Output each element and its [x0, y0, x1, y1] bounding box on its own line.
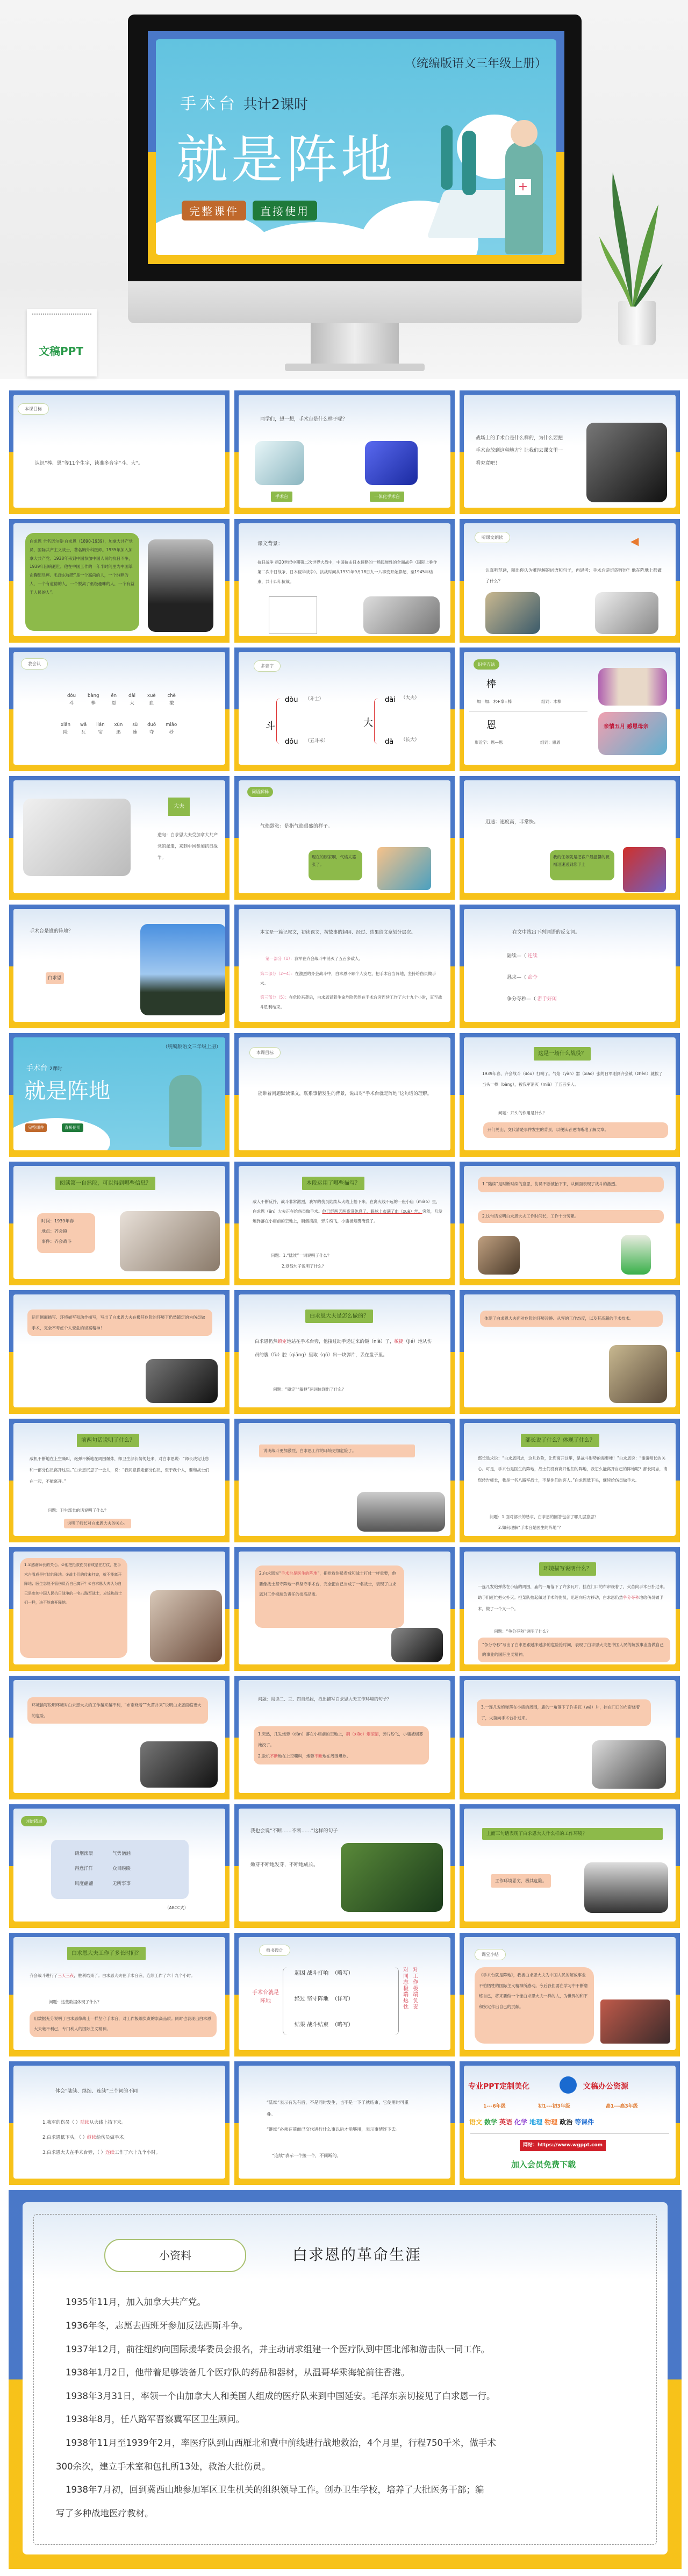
main-title: 就是阵地: [176, 130, 396, 190]
section-tag: 本课目标: [249, 1047, 281, 1058]
statue-photo: [595, 592, 658, 634]
cartoon-image: [377, 847, 431, 890]
slide-operating-table[interactable]: [234, 390, 455, 514]
slide-text: 战场上的手术台是什么样的，为什么要把手术台放到这种地方？让我们去课文里一看究竟吧！: [476, 436, 563, 466]
slide-summary[interactable]: 课堂小结 《手术台就是阵地》，我被白求恩大夫为中国人民的解放事业不怕牺牲的国际主义精神所感动。今后我们要在学习中不断磨练自己，将来要做一个像白求恩大夫一样的人，为世界的和平和安定作出自己的贡献。: [460, 1933, 680, 2056]
brand-logo-icon: [560, 2076, 577, 2094]
subject-list: 语文 数学 英语 化学 地理 物理 政治 等课件: [469, 2118, 594, 2126]
slide-word-difference[interactable]: 体会“陆续、继续、连续”三个词的不同 1.我军的伤员（ ）陆续从火线上抬下来。 2.白求恩低下头，（ ）继续给伤员做手术。 3.白求恩大夫在手术台旁，（ ）连续工作了六十九个小时。: [9, 2061, 230, 2185]
bethune-portrait: [148, 539, 213, 632]
speech-bubble: 现在的厨家啊，气焰太嚣张了。: [309, 850, 362, 880]
label-integrated-table: 一体化手术台: [370, 492, 404, 502]
slide-description[interactable]: 本段运用了哪些描写？ 敌人不断反扑，战斗非常激烈，我军的伤员陆续从火线上抬下来。在离火线不远的一座小庙（miào）里，白求恩（ēn）大夫正在给伤员做手术。他已经两天两夜没休息了，眼球上布满了血（xuè）丝。突然，几发炮弹落在小庙前的空地上，硝烟滚滚，弹片纷飞，小庙被烟雾淹没了。 问题：1.“陆续”一词说明了什么？ 2.划线句子说明了什么？: [234, 1162, 455, 1285]
painting-photo: [609, 1345, 667, 1403]
info-tag: 小资料: [104, 2239, 246, 2272]
word-card: 大夫: [168, 798, 190, 816]
painting-photo: [485, 592, 540, 634]
monitor-chin: [128, 281, 582, 323]
doctors-group-photo: [23, 799, 131, 876]
slide-lesson-goal-2[interactable]: 本课目标 能带着问题默读课文，联系事情发生的背景，说出对“手术台就是阵地”这句话的理解。: [234, 1033, 455, 1157]
slide-how-he-did[interactable]: 白求恩大夫是怎么做的？ 白求恩仍然镇定地站在手术台旁，他接过助手递过来的镊（niè）子，敏捷（jié）地从伤员的腹（fù）腔（qiāng）里取（qǔ）出一块弹片，丢在盘子里。 问题：“镇定”“敏捷”两词体现出了什么？: [234, 1290, 455, 1414]
divider: [470, 2133, 669, 2134]
monitor-stand: [311, 323, 399, 366]
word-box: 硝烟滚滚 气势汹汹 得意洋洋 众目睽睽 风度翩翩 无所事事: [51, 1840, 189, 1899]
full-courseware-button[interactable]: 完整课件: [25, 1123, 47, 1132]
slide-first-two[interactable]: 前两句话说明了什么？ 敌机不断地在上空嘶叫，炮弹不断地在周围爆炸，师卫生部长匆匆赶来，对白求恩说：“师长决定让您和一部分伤员离开这里。”白求恩沉思了一会儿，说：“我同意撤走部分伤员，至于我个人，要和战士们在一起，不能离开。” 问题：卫生部长的话说明了什么？ 说明了师长对白求恩大夫的关心。: [9, 1419, 230, 1542]
cover-slide: [148, 31, 564, 264]
slide-literacy-method[interactable]: 识字方法 棒 加一加：木+奉=棒 组词：木棒 恩 形近字：恩—思 组词：感恩 亲情五月 感恩母亲: [460, 647, 680, 771]
surgery-photo: [140, 1741, 218, 1788]
slide-battlefield-question[interactable]: [460, 390, 680, 514]
speech-bubble: 我的任务就是把客户最温馨的祝福迅速送到您手上: [550, 850, 614, 880]
section-tag: 多音字: [254, 660, 281, 672]
plant-icon: [599, 172, 664, 344]
brand-calendar: [27, 309, 97, 376]
section-tag: 识字方法: [474, 659, 499, 670]
surgery-photo: [146, 1359, 218, 1403]
soldiers-photo: [120, 1211, 220, 1271]
slide-answer-4[interactable]: 说明战斗更加激烈，白求恩工作的环境更加危险了。: [234, 1419, 455, 1542]
char-da: 大: [363, 717, 373, 729]
section-tag: 词语解释: [247, 787, 273, 797]
character-row-1: dòu 斗 bàng 棒 ēn 恩 dài 大 xuè 血 chè 撤: [67, 693, 176, 706]
slide-lesson-goal[interactable]: [9, 390, 230, 514]
slide-word-xunsu[interactable]: [460, 776, 680, 900]
slide-question: 同学们，想一想，手术台是什么样子呢？: [260, 417, 348, 422]
section-tag: 听课文朗读: [475, 532, 510, 543]
surgery-painting: [150, 1590, 222, 1662]
smoke-photo: [584, 1862, 668, 1913]
slide-find-sentences[interactable]: 问题：阅读二、三、四自然段，找出描写白求恩大夫工作环境的句子？ 1.突然，几发炮弹（dàn）落在小庙前的空地上，硝（xiāo）烟滚滚，弹片纷飞，小庙被烟雾淹没了。 2.敌机不断地在上空嘶叫，炮弹不断地在周围爆炸。: [234, 1676, 455, 1799]
slide-antonyms[interactable]: 在文中找出下列词语的反义词。 陆续—（ 连续 恳求—（ 命令 争分夺秒—（ 游手好闲: [460, 905, 680, 1028]
monitor-foot: [285, 364, 425, 371]
battlefield-surgery-photo: [586, 423, 667, 502]
section-tag: 本课目标: [18, 403, 49, 415]
slide-heading: 课文背景：: [257, 541, 283, 547]
bethune-photo: [391, 1628, 443, 1662]
brace-icon: [395, 1967, 399, 2035]
info-panel: 小资料 白求恩的革命生涯 1935年11月，加入加拿大共产党。 1936年冬，志愿去西班牙参加反法西斯斗争。 1937年12月，前往纽约向国际援华委员会报名，并主动请求组建一个医疗队到中国北部和游击队一同工作。 1938年1月2日，他带着足够装备几个医疗队的药品和器材，从温哥华乘海轮前往香港。 1938年3月31日，率领一个由加拿大人和美国人组成的医疗队来到中国延安。毛泽东亲切接见了白求恩一行。 1938年8月，任八路军晋察冀军区卫生顾问。 1938年11月至1939年2月，率医疗队到山西雁北和冀中前线进行战地救治，4个月里，行程750千米，做手术 300余次，建立手术室和包扎所13处，救治大批伤员。 1938年7月初，回到冀西山地参加军区卫生机关的组织领导工作。创办卫生学校，培养了大批医务干部；编 写了多种战地医疗教材。: [9, 2190, 682, 2569]
char-dou: 斗: [266, 721, 275, 732]
slide-answers-1[interactable]: 1.“陆续”是时断时续的意思，伤员不断被抬下来，从侧面表现了战斗的激烈。 2.这句话说明白求恩大夫工作时间长，工作十分劳累。: [460, 1162, 680, 1285]
bio-box: 白求恩 全名诺尔曼·白求恩（1890-1939），加拿大共产党员，国际共产主义战士，著名胸外科医师。1935年加入加拿大共产党。1938年来到中国参加中国人民的抗日斗争，1939年因病逝世。他在中国工作的一年半时间里为中国革命鞠躬尽瘁。毛泽东称赞“是一个高尚的人，一个纯粹的人，一个有道德的人，一个脱离了低级趣味的人，一个有益于人民的人”。: [25, 533, 139, 631]
direct-use-button[interactable]: 直接使用: [253, 201, 317, 220]
slide-listen-reading[interactable]: [460, 519, 680, 643]
brace-icon: [374, 698, 378, 744]
slide-question: 手术台是谁的阵地？: [30, 929, 74, 934]
brace-icon: [276, 698, 281, 744]
hours-label: 共计2课时: [243, 97, 309, 113]
section-tag: 板书设计: [259, 1945, 290, 1956]
slide-answer-6[interactable]: 2.白求恩说“手术台是医生的阵地”，把抢救伤员看成和战士打仗一样重要，他要像战士坚守阵地一样坚守手术台，完全把自己当成了一名战士，表现了白求恩对工作极端负责任的崇高品质。: [234, 1547, 455, 1671]
slide-what-battle[interactable]: 这是一场什么战役？ 1939年春，齐会战斗（dòu）打响了。气焰（yàn）嚣（xiāo）张的日军刚到齐会镇（zhèn）就挨了当头一棒（bàng），被我军消灭（miè）了五百多人。 问题：开头的作用是什么？ 开门见山，交代清楚事件发生的背景，以便读者更清晰地了解文章。: [460, 1033, 680, 1157]
explosion-photo: [357, 1492, 445, 1532]
slide-how-long[interactable]: 白求恩大夫工作了多长时间？ 齐会战斗进行了三天三夜，胜利结束了。白求恩大夫在手术台旁，连续工作了六十九个小时。 问题：这些数据体现了什么？ 用数据充分说明了白求恩像战士一样坚守手术台，对工作极端负责的崇高品质。同时也表现出白求恩大夫毫不利己，专门利人的国际主义精神。: [9, 1933, 230, 2056]
label-operating-table: 手术台: [271, 492, 292, 502]
slide-cover-lesson2[interactable]: （统编版语文三年级上册） 手术台 2课时 就是阵地 完整课件 直接使用: [9, 1033, 230, 1157]
slide-word-extension[interactable]: 词语拓展 硝烟滚滚 气势汹汹 得意洋洋 众目睽睽 风度翩翩 无所事事 （ABCC式）: [9, 1804, 230, 1928]
slide-sentence-practice[interactable]: 我也会说“不断……不断……”这样的句子 嫩芽不断地发芽，不断地成长。: [234, 1804, 455, 1928]
slide-text: 认真听范读，圈出你认为难理解的词语和句子，再思考：手术台是谁的阵地？他在阵地上都做了什么？: [485, 568, 662, 583]
slide-environment[interactable]: 环境描写说明什么？ 一连几发炮弹落在小庙的周围，庙的一角落下了许多瓦片，挂在门口的布帘烧着了，火苗向手术台扑过来。助手们赶忙把火扑灭。担架队抬起做过手术的伤员，迅速向后方移动，白求恩仍然争分夺秒地给伤员做手术，做了一个又一个。 问题：“争分夺秒”说明了什么？ “争分夺秒”写出了白求恩跟越来越多的危险抢时间，表现了白求恩大夫把中国人民的解放事业当做自己的事业的国际主义精神。: [460, 1547, 680, 1671]
smoke-photo: [592, 1740, 666, 1789]
slide-structure[interactable]: 本文是一篇记叙文，初读课文，按故事的起因、经过、结果给文章划分层次。 第一部分（1）：我军在齐会战斗中消灭了五百多敌人。 第二部分（2~4）：在激烈的齐会战斗中，白求恩不顾个人安危，把手术台当阵地，坚持给伤员做手术。 第三部分（5）：在危险来袭后，白求恩冒着生命危险仍然在手术台旁连续工作了六十九个小时，直至战斗胜利结束。: [234, 905, 455, 1028]
section-tag: 课堂小结: [475, 1949, 506, 1960]
slide-text: 抗日战争 指20世纪中期第二次世界大战中，中国抗击日本侵略的一场民族性的全面战争（国际上称作第二次中日战争、日本侵华战争）。抗战时间从1931年9月18日九一八事变开始算起，至1945年结束，共十四年抗战。: [257, 560, 438, 584]
info-title: 白求恩的革命生涯: [292, 2246, 422, 2264]
hero-mockup: [0, 0, 688, 379]
slide-answer-8[interactable]: 3.一连几发炮弹落在小庙的周围，庙的一角落下了许多瓦（wǎ）片，挂在门口的布帘烧着了，火苗向手术台扑过来。: [460, 1676, 680, 1799]
section-tag: 词语拓展: [21, 1816, 47, 1826]
slide-text: 造句：白求恩大夫受加拿大共产党的派遣，来到中国参加抗日战争。: [157, 832, 218, 860]
slide-advert[interactable]: 专业PPT定制美化 文稿办公资源 1---6年级 初1---初3年级 高1---高3年级 语文 数学 英语 化学 地理 物理 政治 等课件 网站：https://www.wgppt.com 加入会员免费下载: [460, 2061, 680, 2185]
integrated-operating-room-photo: [365, 441, 418, 485]
slide-work-environment[interactable]: 上面三句话表现了白求恩大夫什么样的工作环境？ 工作环境恶劣，极其危险。: [460, 1804, 680, 1928]
memorial-photo: [600, 1999, 670, 2044]
slide-answer-5[interactable]: 1.①感谢师长的关心。②他把抢救伤员看成是在打仗，把手术台看成是打仗的阵地。③战士们的仗未打完，就不能离开阵地；医生怎能不管伤员而自己离开？④白求恩大夫认为自己是参加中国人民抗日战争的一名八路军战士，应该和战士们一样，决不能离开阵地。: [9, 1547, 230, 1671]
mothers-day-poster: 亲情五月 感恩母亲: [598, 712, 667, 755]
edition-label: （统编版语文三年级上册）: [404, 57, 547, 70]
slide-polyphones[interactable]: 多音字 斗 dòu （斗士） dǒu （五斗米） 大 dài （大夫） dà （长大）: [234, 647, 455, 771]
website-link[interactable]: 网站：https://www.wgppt.com: [520, 2140, 606, 2151]
brand-logo: 文稿PPT: [39, 345, 83, 358]
stretcher-cartoon: [621, 1235, 651, 1275]
doctor-illustration: [169, 1075, 202, 1147]
answer-box: 白求恩: [46, 972, 64, 984]
slide-board-design[interactable]: 板书设计 手术台就是阵地 起因 战斗打响 （略写） 经过 坚守阵地 （详写） 结果 战斗结束 （略写） 对同志极端热忱 对工作极端负责: [234, 1933, 455, 2056]
slide-characters[interactable]: [9, 647, 230, 771]
slide-info[interactable]: 阅读第一自然段，可以得到哪些信息？ 时间：1939年春 地点：齐会镇 事件：齐会战斗: [9, 1162, 230, 1285]
willow-photo: [341, 1843, 443, 1912]
slide-minister[interactable]: 部长说了什么？体现了什么？ 部长恳求说：“白求恩同志，这儿危险，让您离开这里，是战斗形势的需要哇！”白求恩说：“谢谢师长的关心。可是，手术台是医生的阵地，战士们没有离开他们的阵地，我怎么能离开自己的阵地呢？部长同志，请您转告师长，我是一名八路军战士，不是你们的客人。”白求恩低下头，继续给伤员做手术。 问题：1.面对部长的恳求，白求恩的回答包含了哪几层意思？ 2.如何理解“手术台是医生的阵地”？: [460, 1419, 680, 1542]
slide-answer-7[interactable]: 环境描写说明环境对白求恩大夫的工作越来越不利，“布帘烧着”“火苗扑来”说明白求恩面临更大的危险。: [9, 1676, 230, 1799]
bethune-statue-photo: [140, 924, 225, 1015]
battle-painting: [478, 1236, 520, 1275]
doctors-illustration: +: [435, 109, 548, 254]
slide-doctor-word[interactable]: [9, 776, 230, 900]
character-row-2: xiǎn 险 wǎ 瓦 lián 帘 xùn 迅 sù 速 duó 夺 miǎo 秒: [61, 722, 177, 735]
slide-word-explanation[interactable]: “陆续”表示有先有后，不是同时发生，也不是一下子就结束，它使用时可重叠。 “继续”必须在前面已交代进行什么事以后才能够用，表示事情连下去。 “连续”表示一个接一个，不间断的。: [234, 2061, 455, 2185]
full-courseware-button[interactable]: 完整课件: [182, 201, 246, 220]
wooden-sticks-photo: [598, 668, 667, 706]
map-image: [269, 596, 317, 634]
lesson-label: 手术台: [180, 95, 238, 113]
brace-icon: [283, 1967, 287, 2035]
slide-text: 气焰嚣张：是指气焰很盛的样子。: [260, 824, 333, 829]
slide-background[interactable]: [234, 519, 455, 643]
info-box: 时间：1939年春 地点：齐会镇 事件：齐会战斗: [37, 1213, 95, 1253]
slide-text: 认识“棒、恩”等11个生字，读准多音字“斗、大”。: [35, 461, 144, 466]
slide-answer-2[interactable]: 运用侧面描写、环境描写和动作描写，写出了白求恩大夫在极其危险的环境下仍然镇定的为伤员做手术，完全不考虑个人安危的崇高精神！: [9, 1290, 230, 1414]
slide-word-meaning[interactable]: [234, 776, 455, 900]
operating-room-photo: [255, 441, 304, 485]
slide-whose-position[interactable]: [9, 905, 230, 1028]
delivery-cartoon: [623, 847, 666, 892]
speaker-icon[interactable]: ◀: [630, 535, 639, 547]
slide-text: 迅速：速度高，非常快。: [485, 820, 539, 825]
slide-bethune-bio[interactable]: [9, 519, 230, 643]
slide-answer-3[interactable]: 体现了白求恩大夫面对危险的环境冷静、从容的工作态度，以及其高超的手术技术。: [460, 1290, 680, 1414]
direct-use-button[interactable]: 直接使用: [62, 1123, 83, 1132]
section-tag: 我会认: [21, 658, 48, 670]
war-photo: [363, 596, 440, 634]
